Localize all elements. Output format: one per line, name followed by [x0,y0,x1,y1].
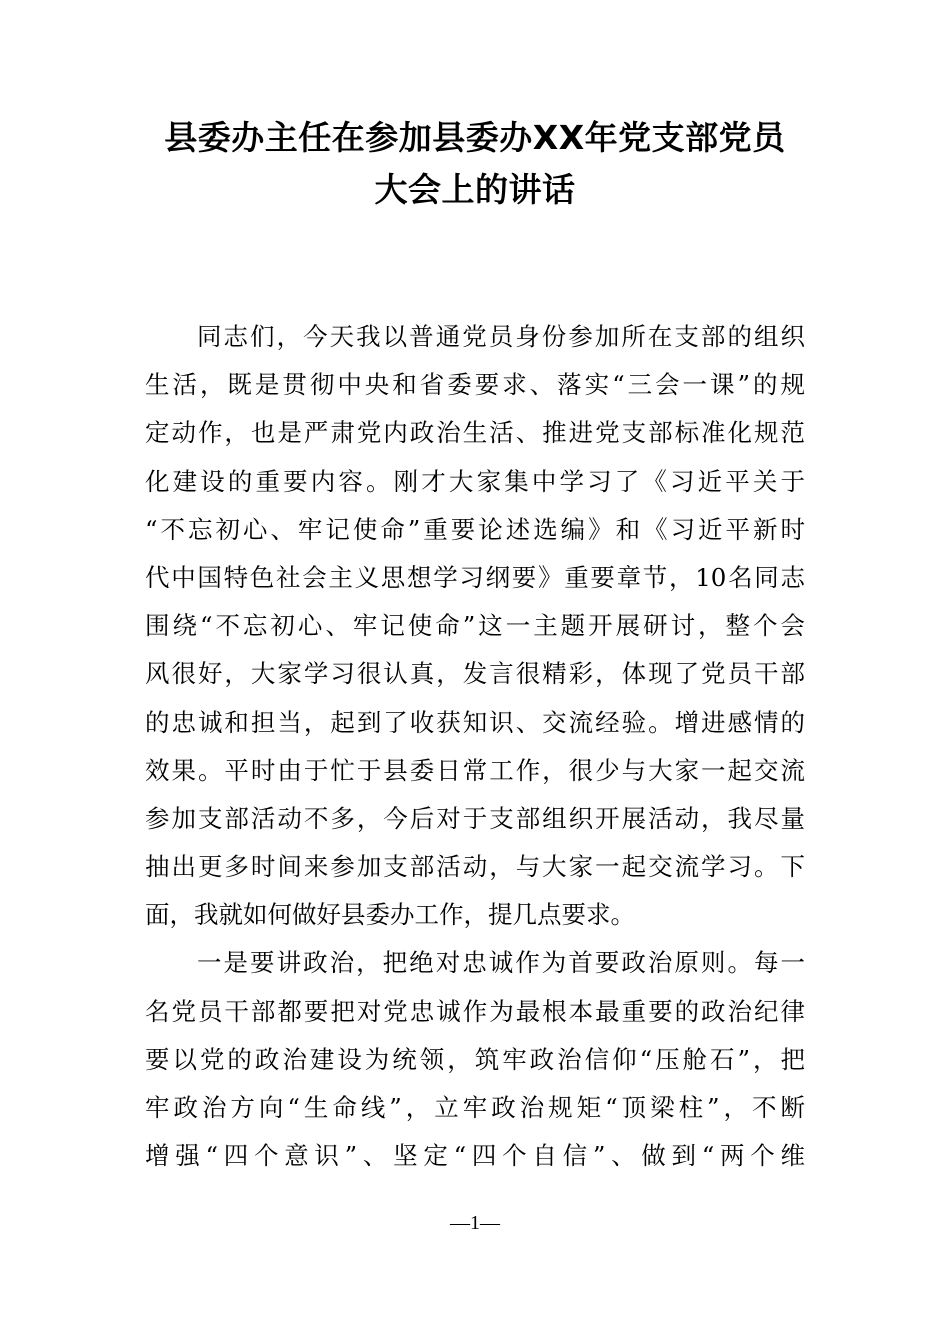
text-line: 面，我就如何做好县委办工作，提几点要求。 [145,900,635,930]
text-line: 的忠诚和担当，起到了收获知识、交流经验。增进感情的 [145,707,805,737]
text-line: 名党员干部都要把对党忠诚作为最根本最重要的政治纪律 [145,996,805,1026]
text-line: 抽出更多时间来参加支部活动，与大家一起交流学习。下 [145,852,805,882]
text-line: 风很好，大家学习很认真，发言很精彩，体现了党员干部 [145,659,805,689]
text-line: 围绕“不忘初心、牢记使命”这一主题开展研讨，整个会 [145,611,805,641]
text-line: 牢政治方向“生命线”，立牢政治规矩“顶梁柱”，不断 [145,1093,805,1122]
document-body [145,313,805,1180]
text-line: 生活，既是贯彻中央和省委要求、落实“三会一课”的规 [145,370,805,400]
page-number: —1— [450,1212,500,1234]
paragraph-2 [145,939,805,1180]
text-line: 效果。平时由于忙于县委日常工作，很少与大家一起交流 [145,755,805,785]
text-line: “不忘初心、牢记使命”重要论述选编》和《习近平新时 [145,514,805,544]
text-line: 要以党的政治建设为统领，筑牢政治信仰“压舱石”，把 [145,1044,805,1074]
text-line: 增强“四个意识”、坚定“四个自信”、做到“两个维 [145,1141,805,1171]
document-title [145,112,805,216]
text-line: 代中国特色社会主义思想学习纲要》重要章节，10名同志 [145,562,805,592]
text-line: 化建设的重要内容。刚才大家集中学习了《习近平关于 [145,466,805,496]
title-line-2: 大会上的讲话 [374,170,576,209]
text-line: 同志们，今天我以普通党员身份参加所在支部的组织 [197,322,805,351]
text-line: 参加支部活动不多，今后对于支部组织开展活动，我尽量 [145,803,805,833]
title-line-1: 县委办主任在参加县委办XX年党支部党员 [164,118,786,157]
text-line: 一是要讲政治，把绝对忠诚作为首要政治原则。每一 [197,948,805,978]
paragraph-1 [145,313,805,939]
text-line: 定动作，也是严肃党内政治生活、推进党支部标准化规范 [145,418,805,448]
